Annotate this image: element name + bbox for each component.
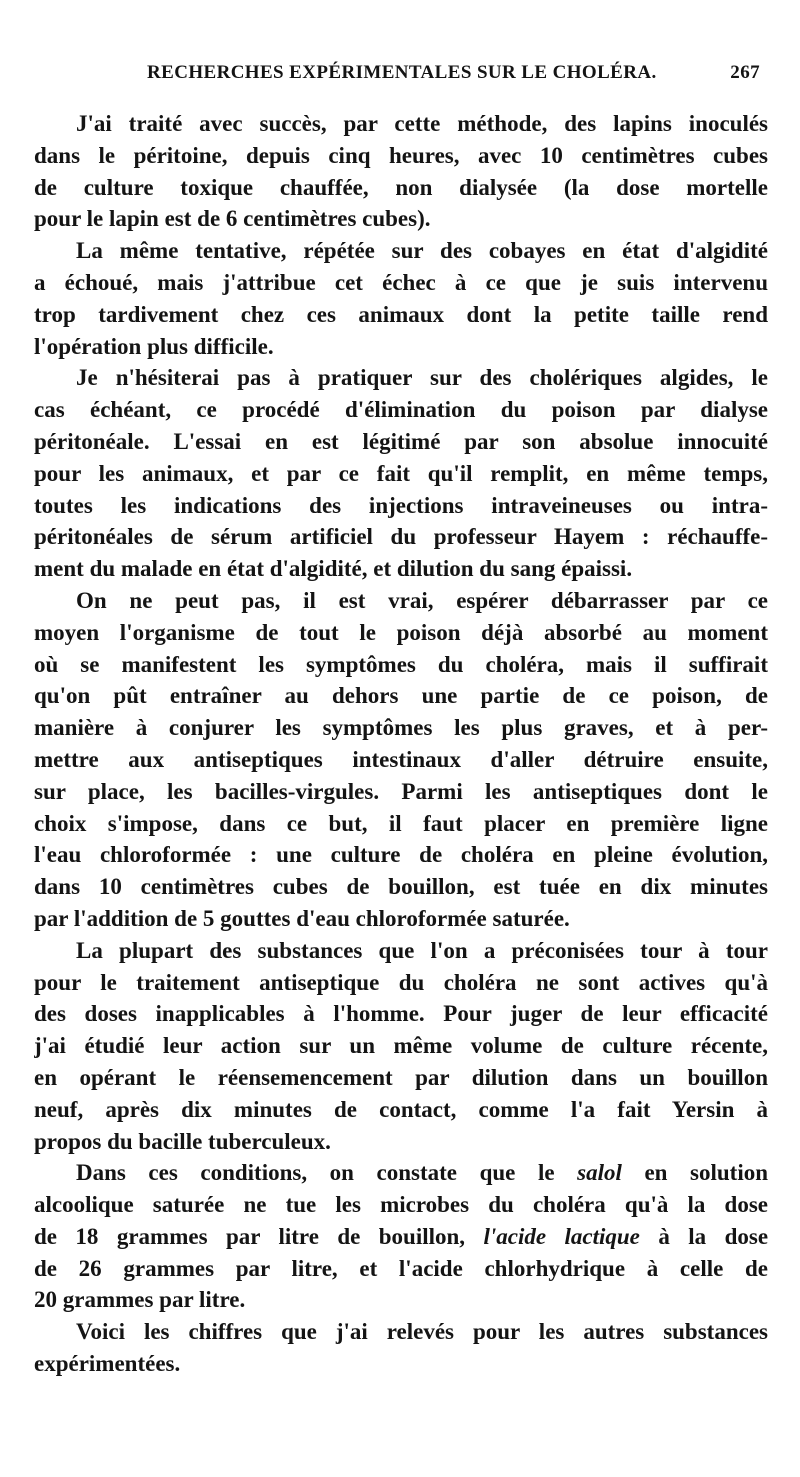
text-line: choix s'impose, dans ce but, il faut placer en première ligne [34,810,768,836]
text-line: j'ai étudié leur action sur un même volume de culture récente, [34,1033,768,1059]
text-line: péritonéales de sérum artificiel du professeur Hayem : réchauffe- [34,524,768,550]
text-segment: à la dose [658,1223,768,1249]
text-line: toutes les indications des injections intraveineuses ou intra- [34,492,768,518]
text-line: mettre aux antiseptiques intestinaux d'aller détruire ensuite, [34,746,768,772]
page-header [147,62,760,90]
italic-term-acide-lactique: l'acide lactique [483,1223,640,1249]
text-line: l'eau chloroformée : une culture de choléra en pleine évolution, [34,842,768,868]
text-line: ment du malade en état d'algidité, et dilution du sang épaissi. [34,556,633,582]
text-line: La même tentative, répétée sur des cobayes en état d'algidité [76,238,768,264]
text-line: manière à conjurer les symptômes les plus graves, et à per- [34,715,768,741]
text-line: trop tardivement chez ces animaux dont la petite taille rend [34,301,768,327]
text-line: sur place, les bacilles-virgules. Parmi les antiseptiques dont le [34,778,768,804]
text-line: qu'on pût entraîner au dehors une partie de ce poison, de [34,683,768,709]
text-line: J'ai traité avec succès, par cette méthode, des lapins inoculés [76,111,768,136]
text-line: propos du bacille tuberculeux. [34,1128,331,1154]
text-line: neuf, après dix minutes de contact, comme l'a fait Yersin à [34,1096,768,1122]
text-line: dans le péritoine, depuis cinq heures, avec 10 centimètres cubes [34,142,768,168]
text-line: 20 grammes par litre. [34,1287,246,1313]
text-line: de 26 grammes par litre, et l'acide chlorhydrique à celle de [34,1255,768,1281]
text-line: pour le traitement antiseptique du choléra ne sont actives qu'à [34,969,768,995]
text-line: Voici les chiffres que j'ai relevés pour les autres substances [76,1319,768,1345]
text-line: On ne peut pas, il est vrai, espérer débarrasser par ce [76,587,768,613]
text-segment: de 18 grammes par litre de bouillon, [34,1223,466,1249]
text-line: en opérant le réensemencement par dilution dans un bouillon [34,1064,768,1090]
text-line: par l'addition de 5 gouttes d'eau chloroformée saturée. [34,905,570,931]
text-line: dans 10 centimètres cubes de bouillon, est tuée en dix minutes [34,874,768,900]
text-line: péritonéale. L'essai en est légitimé par son absolue innocuité [34,428,768,454]
text-line: de culture toxique chauffée, non dialysée (la dose mortelle [34,174,768,200]
text-segment: Dans ces conditions, on constate que le [76,1160,555,1186]
running-title: RECHERCHES EXPÉRIMENTALES SUR LE CHOLÉRA. [147,62,657,83]
text-line [34,1221,768,1253]
text-segment: en solution [644,1160,768,1186]
text-line: expérimentées. [34,1351,181,1377]
text-line: Je n'hésiterai pas à pratiquer sur des cholériques algides, le [76,365,768,391]
text-line: alcoolique saturée ne tue les microbes du choléra qu'à la dose [34,1192,768,1218]
text-line: pour les animaux, et par ce fait qu'il remplit, en même temps, [34,460,768,486]
text-line: l'opération plus difficile. [34,333,274,359]
text-line: cas échéant, ce procédé d'élimination du poison par dialyse [34,397,768,423]
page-number: 267 [730,62,760,83]
text-line: La plupart des substances que l'on a préconisées tour à tour [76,937,768,963]
text-line: moyen l'organisme de tout le poison déjà absorbé au moment [34,619,768,645]
text-line: pour le lapin est de 6 centimètres cubes). [34,206,431,232]
text-line: a échoué, mais j'attribue cet échec à ce que je suis intervenu [34,269,768,295]
body-text [34,108,768,1380]
italic-term-salol: salol [577,1160,622,1186]
text-line [34,1157,768,1189]
text-line: des doses inapplicables à l'homme. Pour juger de leur efficacité [34,1001,768,1027]
text-line: où se manifestent les symptômes du choléra, mais il suffirait [34,651,768,677]
